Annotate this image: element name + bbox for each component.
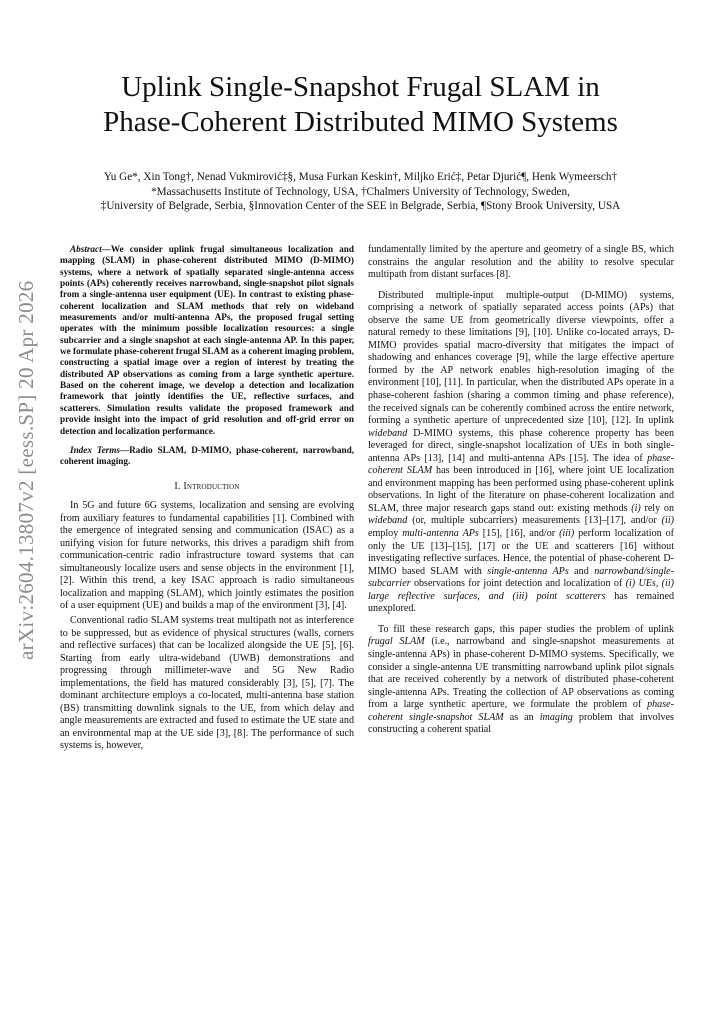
arxiv-identifier-stamp: arXiv:2604.13807v2 [eess.SP] 20 Apr 2026 <box>14 280 38 660</box>
affiliation-line-1: *Massachusetts Institute of Technology, USA, †Chalmers University of Technology, Sweden, <box>151 185 570 198</box>
affiliation-line-2: ‡University of Belgrade, Serbia, §Innovation Center of the SEE in Belgrade, Serbia, ¶Stony Brook University, USA <box>100 200 621 212</box>
title-line-2: Phase-Coherent Distributed MIMO Systems <box>103 106 618 138</box>
index-terms-label: Index Terms— <box>70 444 130 455</box>
abstract-text: We consider uplink frugal simultaneous localization and mapping (SLAM) in phase-coherent distributed MIMO (D-MIMO) systems, where a network of spatially separated single-antenna access points (APs) coherently receives narrowband, single-snapshot pilot signals from a single-antenna user equipment (UE). In contrast to existing phase-coherent localization and SLAM methods that rely on wideband measurements and/or multi-antenna APs, the proposed frugal setting operates with the minimum possible localization resources: a single subcarrier and a single snapshot at each single-antenna AP. In this paper, we formulate phase-coherent frugal SLAM as a coherent imaging problem, constructing a spatial image over a region of interest by treating the distributed AP observations as coming from a large synthetic aperture. Based on the coherent image, we develop a detection and localization framework that jointly identifies the UE, reflective surfaces, and scatterers. Simulation results validate the proposed framework and provide insight into the impact of grid resolution and off-grid error on detection and localization performance. <box>60 244 354 436</box>
abstract-label: Abstract— <box>70 244 111 254</box>
intro-paragraph-2: Conventional radio SLAM systems treat multipath not as interference to be suppressed, but as evidence of physical structures (walls, corners and reflective surfaces) that can be localized alongside the UE [5], [6]. Starting from early ultra-wideband (UWB) demonstrations and progressing through millimeter-wave and 5G New Radio implementations, the field has matured considerably [3], [5], [7]. The dominant architecture employs a co-located, multi-antenna base station (BS) transmitting downlink signals to the UE, from which delay and angle measurements are extracted and fused to estimate the UE state and an environmental map at the UE side [3], [8]. The performance of such systems is, however, <box>60 615 354 752</box>
dmimo-paragraph: Distributed multiple-input multiple-output (D-MIMO) systems, comprising a network of spatially separated access points (APs) that observe the same UE from geometrically diverse viewpoints, offer a natural remedy to these limitations [9], [10]. Unlike co-located arrays, D-MIMO provides spatial macro-diversity that mitigates the impact of shadowing and enhances coverage [9], while the large effective aperture formed by the AP network enables high-resolution imaging of the environment [10], [11]. In particular, when the distributed APs operate in a phase-coherent fashion (sharing a common timing and phase reference), the received signals can be coherently combined across the entire network, forming a synthetic aperture of unprecedented size [10], [12]. In uplink wideband D-MIMO systems, this phase coherence property has been leveraged for direct, single-snapshot localization of UEs in both single-antenna APs [13], [14] and multi-antenna APs [15]. The idea of phase-coherent SLAM has been introduced in [16], where joint UE localization and environment mapping has been performed using phase-coherent uplink observations. In light of the literature on phase-coherent localization and SLAM, three major research gaps stand out: existing methods (i) rely on wideband (or, multiple subcarriers) measurements [13]–[17], and/or (ii) employ multi-antenna APs [15], [16], and/or (iii) perform localization of only the UE [13]–[15], [17] or the UE and scatterers [16] without investigating reflective surfaces. Hence, the potential of phase-coherent D-MIMO based SLAM with single-antenna APs and narrowband/single-subcarrier observations for joint detection and localization of (i) UEs, (ii) large reflective surfaces, and (iii) point scatterers has remained unexplored. <box>368 289 675 615</box>
abstract <box>60 244 354 437</box>
right-column <box>368 244 674 737</box>
index-terms <box>60 445 354 468</box>
index-terms-text: Radio SLAM, D-MIMO, phase-coherent, narrowband, coherent imaging. <box>60 444 354 467</box>
author-list: Yu Ge*, Xin Tong†, Nenad Vukmirović‡§, Musa Furkan Keskin†, Miljko Erić‡, Petar Djurić¶, Henk Wymeersch† <box>103 171 618 183</box>
paper-title <box>40 70 681 140</box>
title-line-1: Uplink Single-Snapshot Frugal SLAM in <box>121 71 600 103</box>
section-heading-introduction: I. Introduction <box>174 480 240 492</box>
continued-paragraph: fundamentally limited by the aperture and geometry of a single BS, which constrains the angular resolution and the ability to resolve specular multipath from distant surfaces [8]. <box>368 244 674 281</box>
research-gaps-paragraph: To fill these research gaps, this paper studies the problem of uplink frugal SLAM (i.e., narrowband and single-snapshot measurements at single-antenna APs) in phase-coherent D-MIMO systems. Specifically, we consider a single-antenna UE transmitting narrowband uplink pilot signals that are received coherently by a network of distributed phase-coherent single-antenna APs. Treating the collection of AP observations as coming from a large synthetic aperture, we formulate the problem of phase-coherent single-snapshot SLAM as an imaging problem that involves constructing a coherent spatial <box>368 623 674 736</box>
left-column <box>60 244 354 753</box>
author-block <box>40 170 681 214</box>
intro-paragraph-1: In 5G and future 6G systems, localization and sensing are evolving from auxiliary features to fundamental capabilities [1]. Combined with the emergence of integrated sensing and communication (ISAC) as a unifying vision for future networks, this drives a paradigm shift from communication-centric radio infrastructure toward systems that can simultaneously localize users and sense objects in the environment [1], [2]. Within this trend, a key ISAC approach is radio simultaneous localization and mapping (SLAM), which jointly estimates the position of a user equipment (UE) and builds a map of the environment [3], [4]. <box>60 500 354 612</box>
